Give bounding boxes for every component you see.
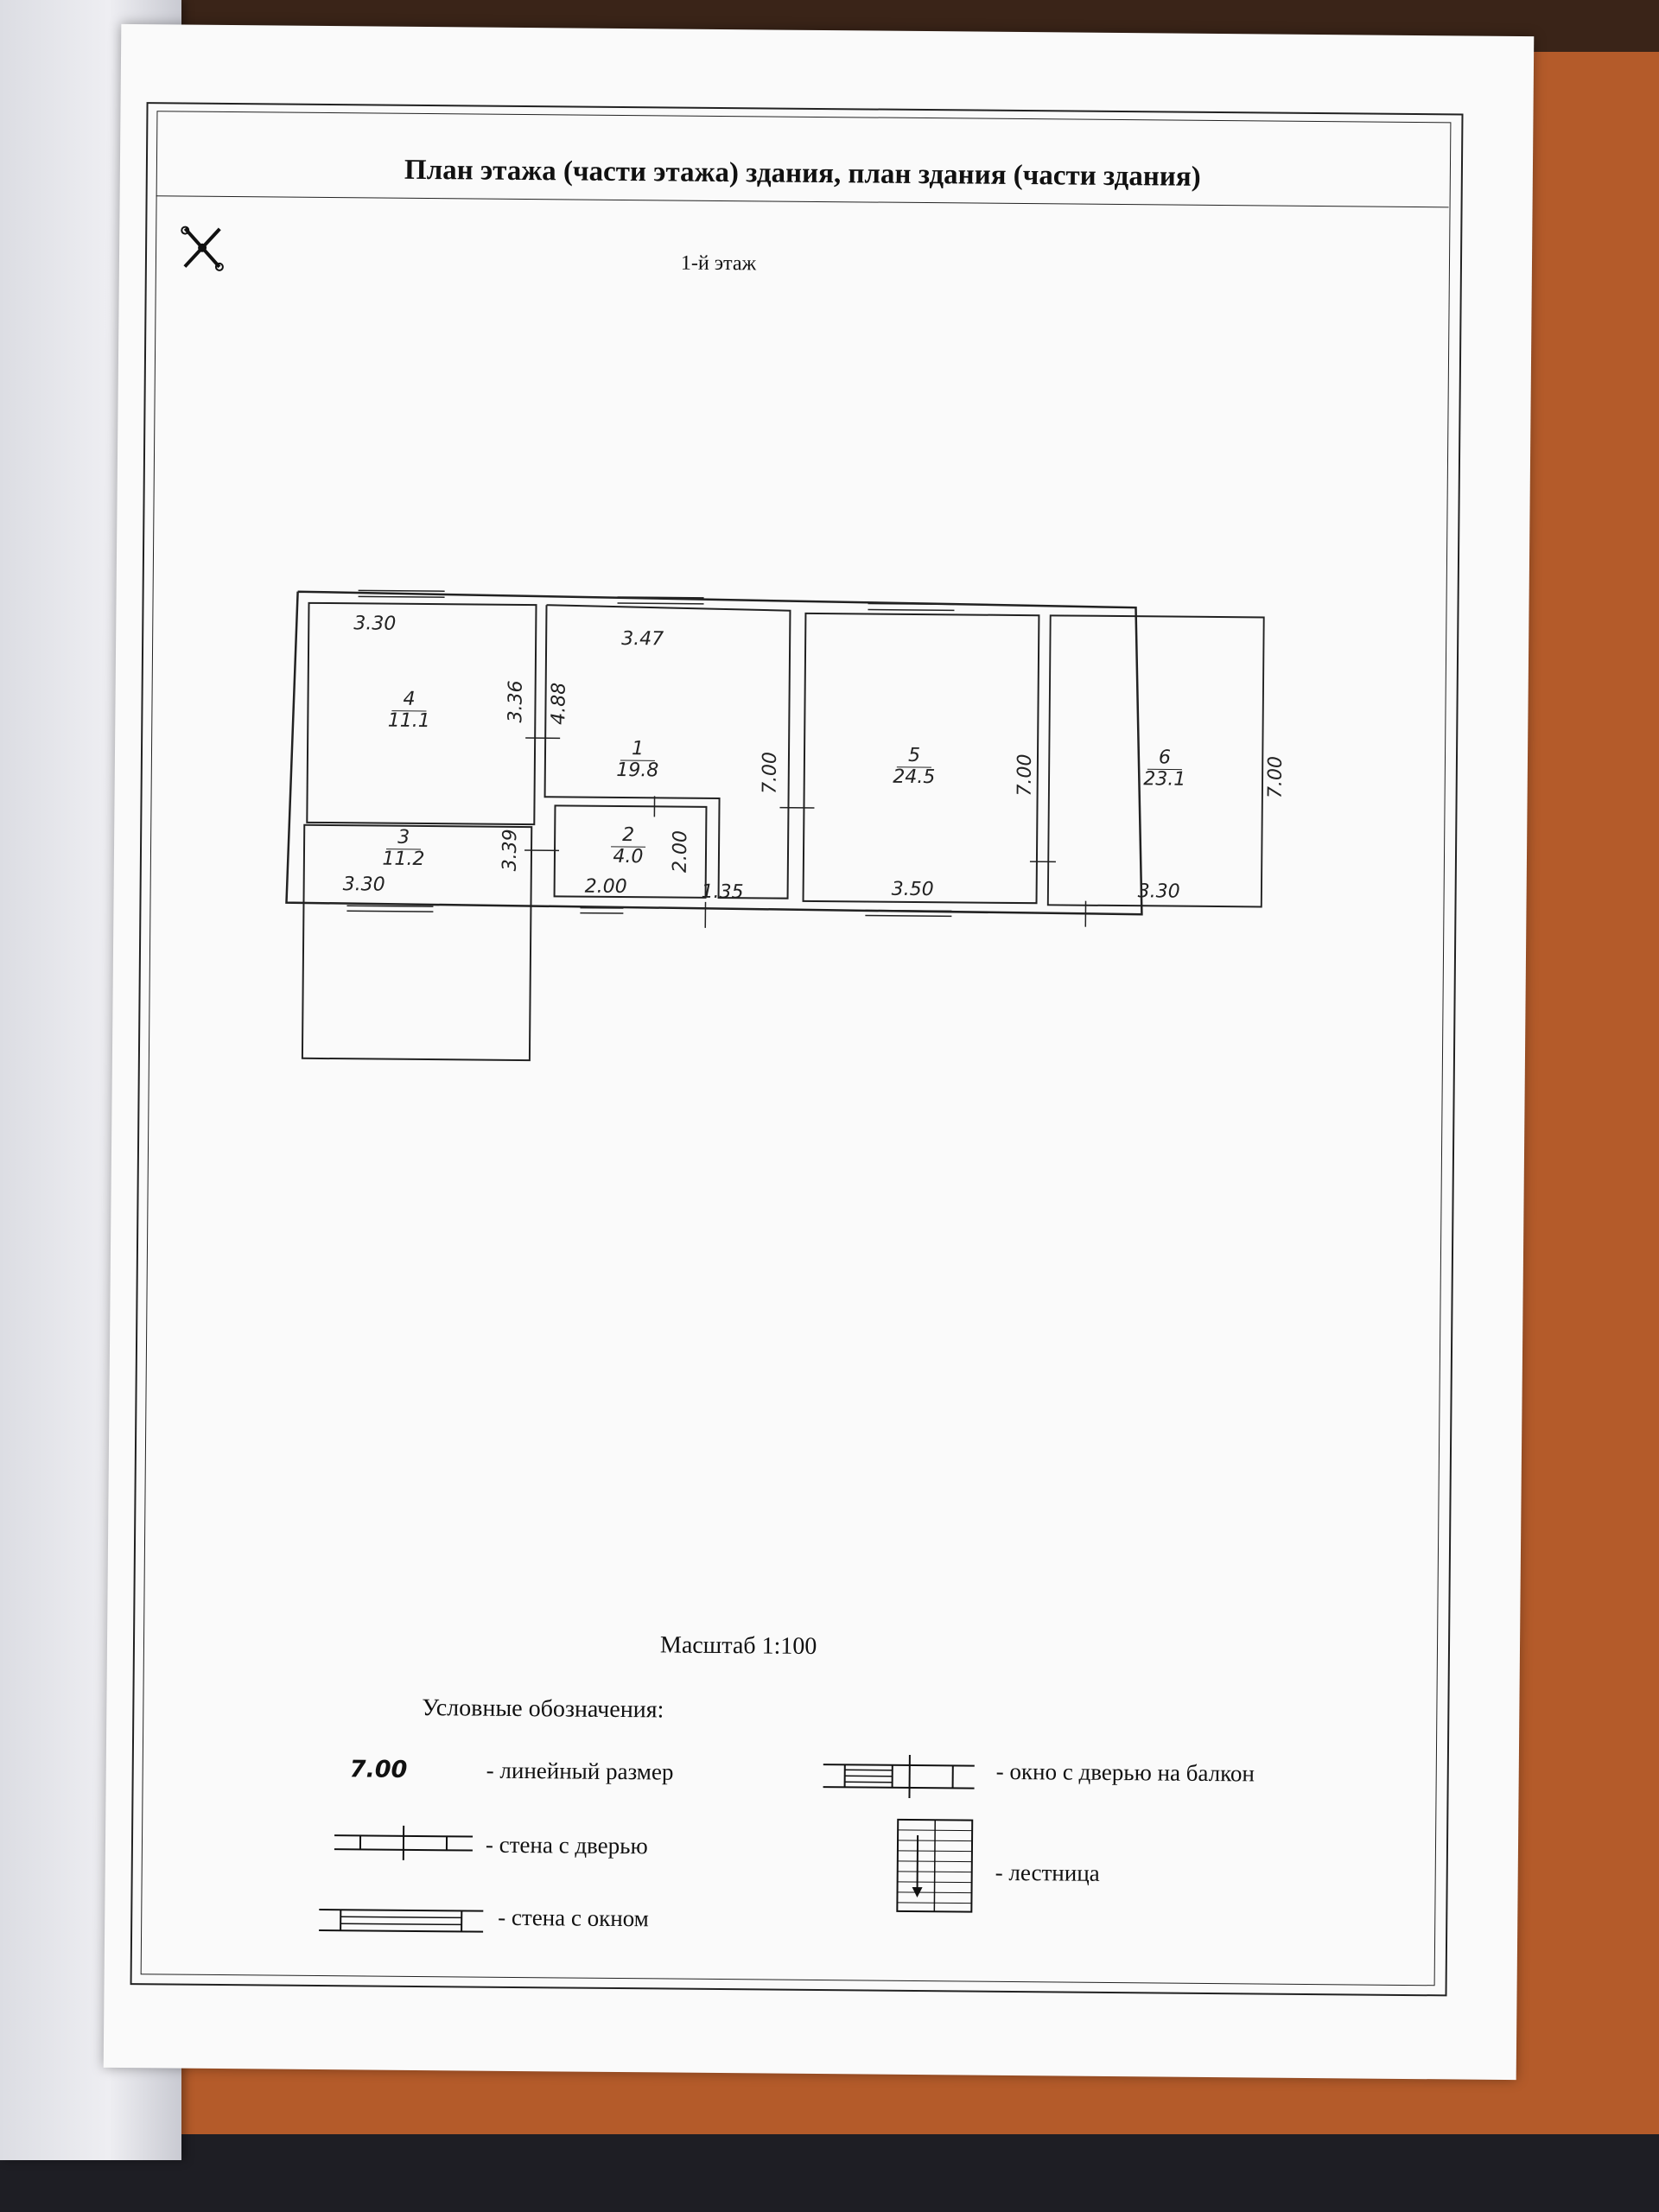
room-2-length: 2.00 bbox=[669, 830, 692, 874]
wall-window-symbol bbox=[319, 1905, 483, 1936]
north-arrow-icon bbox=[178, 221, 227, 273]
legend-linear-size-label: - линейный размер bbox=[486, 1757, 674, 1785]
room-1-width: 3.47 bbox=[621, 627, 664, 651]
stairs-icon bbox=[895, 1818, 974, 1914]
room-3-number: 3 bbox=[397, 826, 410, 849]
room-4-area: 11.1 bbox=[387, 709, 430, 733]
scale-label: Масштаб 1:100 bbox=[659, 1631, 817, 1661]
room-5-number: 5 bbox=[907, 744, 921, 767]
legend-window-balcony-label: - окно с дверью на балкон bbox=[995, 1758, 1255, 1787]
room-6-number: 6 bbox=[1158, 747, 1172, 769]
room-1-area: 19.8 bbox=[616, 759, 659, 782]
room-4-length: 3.36 bbox=[505, 680, 527, 723]
room-6-area: 23.1 bbox=[1143, 768, 1186, 791]
legend-stairs-label: - лестница bbox=[995, 1859, 1100, 1886]
room-5-outline bbox=[804, 613, 1039, 903]
room-3-width: 3.30 bbox=[342, 874, 385, 896]
desk-background-bottom bbox=[0, 2134, 1659, 2212]
wall-door-symbol bbox=[334, 1825, 473, 1860]
room-2-number: 2 bbox=[622, 824, 635, 847]
document-title: План этажа (части этажа) здания, план здания (части здания) bbox=[404, 154, 1201, 193]
room-4-width: 3.30 bbox=[353, 613, 397, 635]
room-1-outline bbox=[544, 605, 791, 898]
legend-wall-door-label: - стена с дверью bbox=[485, 1831, 648, 1859]
document-sheet bbox=[104, 24, 1535, 2080]
corridor-length: 4.88 bbox=[548, 682, 570, 725]
window-balcony-symbol bbox=[823, 1754, 974, 1799]
room-5-area: 24.5 bbox=[893, 766, 936, 789]
room-3-length: 3.39 bbox=[499, 829, 522, 872]
room-5-length: 7.00 bbox=[1014, 753, 1037, 797]
room-3-area: 11.2 bbox=[382, 848, 425, 871]
room-4-number: 4 bbox=[403, 688, 416, 710]
room-6-length: 7.00 bbox=[1264, 756, 1287, 799]
room-2-width: 2.00 bbox=[584, 875, 627, 899]
room-2-area: 4.0 bbox=[613, 845, 644, 868]
legend-sample-dimension: 7.00 bbox=[349, 1756, 408, 1783]
room-5-width: 3.50 bbox=[891, 878, 934, 901]
title-block bbox=[156, 111, 1450, 207]
room-1-length: 7.00 bbox=[759, 751, 782, 795]
legend-title: Условные обозначения: bbox=[422, 1694, 664, 1724]
room-6-width: 3.30 bbox=[1137, 880, 1180, 903]
floor-label: 1-й этаж bbox=[680, 251, 757, 276]
floor-plan bbox=[181, 543, 1287, 1114]
room-1-number: 1 bbox=[631, 738, 645, 760]
vestibule-width: 1.35 bbox=[701, 880, 744, 904]
legend-wall-window-label: - стена с окном bbox=[498, 1904, 649, 1932]
